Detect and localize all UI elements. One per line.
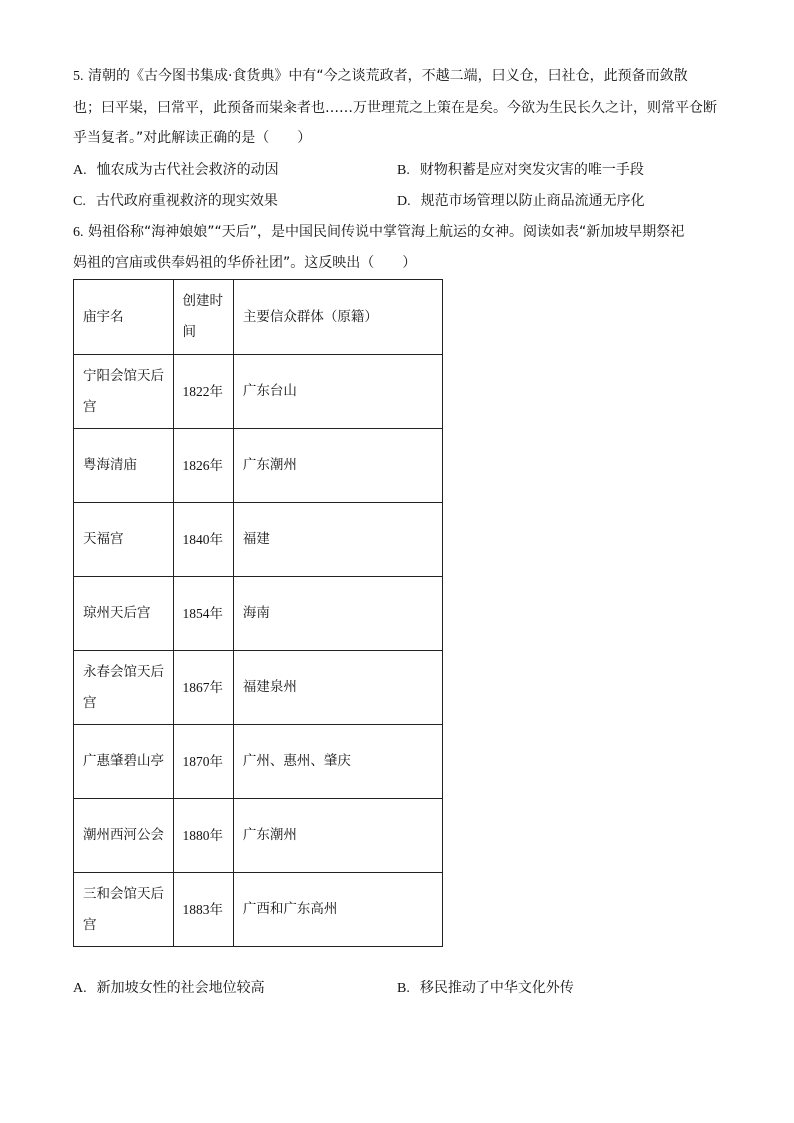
table-row [74, 503, 443, 577]
q5-number: 5. [73, 69, 84, 84]
cell-founded-year: 1883年 [173, 873, 233, 947]
table-row [74, 429, 443, 503]
cell-founded-year: 1870年 [173, 725, 233, 799]
option-text: 财物积蓄是应对突发灾害的唯一手段 [419, 162, 644, 178]
table-row [74, 799, 443, 873]
cell-origin: 海南 [233, 577, 442, 651]
cell-origin: 广西和广东高州 [233, 873, 442, 947]
cell-founded-year: 1880年 [173, 799, 233, 873]
cell-temple-name: 潮州西河公会 [74, 799, 174, 873]
cell-temple-name: 琼州天后宫 [74, 577, 174, 651]
q6-option-a[interactable] [73, 978, 265, 999]
table-row [74, 577, 443, 651]
option-text: 规范市场管理以防止商品流通无序化 [420, 193, 645, 209]
option-text: 古代政府重视救济的现实效果 [95, 193, 278, 209]
cell-founded-year: 1867年 [173, 651, 233, 725]
q5-stem-text-2: 也；曰平粜，曰常平，此预备而粜籴者也……万世理荒之上策在是矣。今欲为生民长久之计，则常平仓断 [73, 100, 717, 116]
cell-origin: 广东潮州 [233, 429, 442, 503]
table-row [74, 725, 443, 799]
cell-temple-name: 宁阳会馆天后宫 [74, 355, 174, 429]
option-letter: D. [397, 194, 411, 209]
option-letter: B. [397, 981, 410, 996]
header-believer-origin: 主要信众群体（原籍） [233, 280, 442, 355]
table-row [74, 873, 443, 947]
q5-option-b[interactable] [397, 160, 644, 181]
q5-stem-text-1: 清朝的《古今图书集成·食货典》中有“今之谈荒政者，不越二端，曰义仓，曰社仓，此预备而敛散 [87, 68, 688, 84]
q6-stem-text-2: 妈祖的宫庙或供奉妈祖的华侨社团”。这反映出（ ） [73, 255, 417, 271]
q6-number: 6. [73, 225, 84, 240]
option-letter: A. [73, 981, 87, 996]
header-founded-time: 创建时间 [173, 280, 233, 355]
option-text: 恤农成为古代社会救济的动因 [96, 162, 279, 178]
cell-founded-year: 1840年 [173, 503, 233, 577]
q6-stem-text-1: 妈祖俗称“海神娘娘”“天后”，是中国民间传说中掌管海上航运的女神。阅读如表“新加坡早期祭祀 [87, 224, 685, 240]
q6-line-1 [73, 222, 684, 243]
table-row [74, 355, 443, 429]
option-text: 移民推动了中华文化外传 [419, 980, 574, 996]
cell-temple-name: 永春会馆天后宫 [74, 651, 174, 725]
q6-option-b[interactable] [397, 978, 574, 999]
option-text: 新加坡女性的社会地位较高 [96, 980, 265, 996]
table-header-row [74, 280, 443, 355]
q5-stem-text-3: 乎当复者。”对此解读正确的是（ ） [73, 130, 312, 146]
cell-founded-year: 1822年 [173, 355, 233, 429]
q5-option-c[interactable] [73, 191, 278, 212]
cell-origin: 广州、惠州、肇庆 [233, 725, 442, 799]
option-letter: C. [73, 194, 86, 209]
q5-option-d[interactable] [397, 191, 645, 212]
option-letter: B. [397, 163, 410, 178]
table-row [74, 651, 443, 725]
cell-origin: 福建 [233, 503, 442, 577]
cell-temple-name: 三和会馆天后宫 [74, 873, 174, 947]
header-temple-name: 庙宇名 [74, 280, 174, 355]
cell-temple-name: 广惠肇碧山亭 [74, 725, 174, 799]
cell-founded-year: 1826年 [173, 429, 233, 503]
option-letter: A. [73, 163, 87, 178]
q5-line-1 [73, 66, 688, 87]
q5-option-a[interactable] [73, 160, 279, 181]
cell-founded-year: 1854年 [173, 577, 233, 651]
cell-origin: 广东台山 [233, 355, 442, 429]
temple-table [73, 279, 443, 947]
cell-temple-name: 天福宫 [74, 503, 174, 577]
cell-origin: 广东潮州 [233, 799, 442, 873]
cell-temple-name: 粤海清庙 [74, 429, 174, 503]
cell-origin: 福建泉州 [233, 651, 442, 725]
